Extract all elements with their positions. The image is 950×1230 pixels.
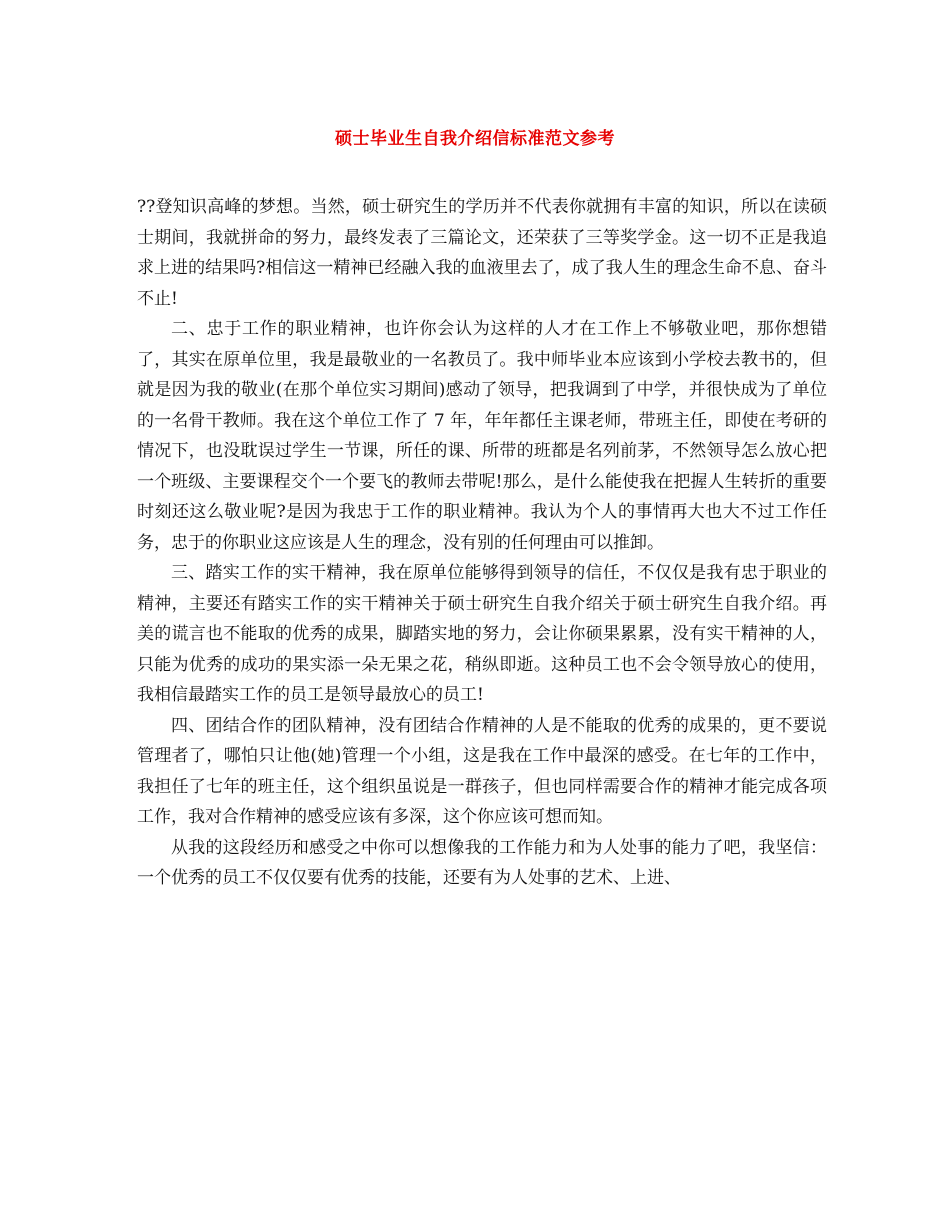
paragraph-2: 二、忠于工作的职业精神，也许你会认为这样的人才在工作上不够敬业吧，那你想错了，其实在原单位里，我是最敬业的一名教员了。我中师毕业本应该到小学校去教书的，但就是因为我的敬业(在那个单位实习期间)感动了领导，把我调到了中学，并很快成为了单位的一名骨干教师。我在这个单位工作了 7 年，年年都任主课老师，带班主任，即使在考研的情况下，也没耽误过学生一节课，所任的课、所带的班都是名列前茅，不然领导怎么放心把一个班级、主要课程交个一个要飞的教师去带呢!那么，是什么能使我在把握人生转折的重要时刻还这么敬业呢?是因为我忠于工作的职业精神。我认为个人的事情再大也大不过工作任务，忠于的你职业这应该是人生的理念，没有别的任何理由可以推卸。 <box>137 319 827 553</box>
paragraph-4: 四、团结合作的团队精神，没有团结合作精神的人是不能取的优秀的成果的，更不要说管理者了，哪怕只让他(她)管理一个小组，这是我在工作中最深的感受。在七年的工作中，我担任了七年的班主任，这个组织虽说是一群孩子，但也同样需要合作的精神才能完成各项工作，我对合作精神的感受应该有多深，这个你应该可想而知。 <box>137 715 827 827</box>
paragraph-5: 从我的这段经历和感受之中你可以想像我的工作能力和为人处事的能力了吧，我坚信：一个优秀的员工不仅仅要有优秀的技能，还要有为人处事的艺术、上进、 <box>137 837 827 888</box>
paragraph-3: 三、踏实工作的实干精神，我在原单位能够得到领导的信任，不仅仅是我有忠于职业的精神，主要还有踏实工作的实干精神关于硕士研究生自我介绍关于硕士研究生自我介绍。再美的谎言也不能取的优秀的成果，脚踏实地的努力，会让你硕果累累，没有实干精神的人，只能为优秀的成功的果实添一朵无果之花，稍纵即逝。这种员工也不会令领导放心的使用，我相信最踏实工作的员工是领导最放心的员工! <box>137 563 827 705</box>
page-title: 硕士毕业生自我介绍信标准范文参考 <box>335 129 615 149</box>
document-body <box>137 192 827 894</box>
paragraph-1: ??登知识高峰的梦想。当然，硕士研究生的学历并不代表你就拥有丰富的知识，所以在读硕士期间，我就拼命的努力，最终发表了三篇论文，还荣获了三等奖学金。这一切不正是我追求上进的结果吗?相信这一精神已经融入我的血液里去了，成了我人生的理念生命不息、奋斗不止! <box>137 197 827 309</box>
